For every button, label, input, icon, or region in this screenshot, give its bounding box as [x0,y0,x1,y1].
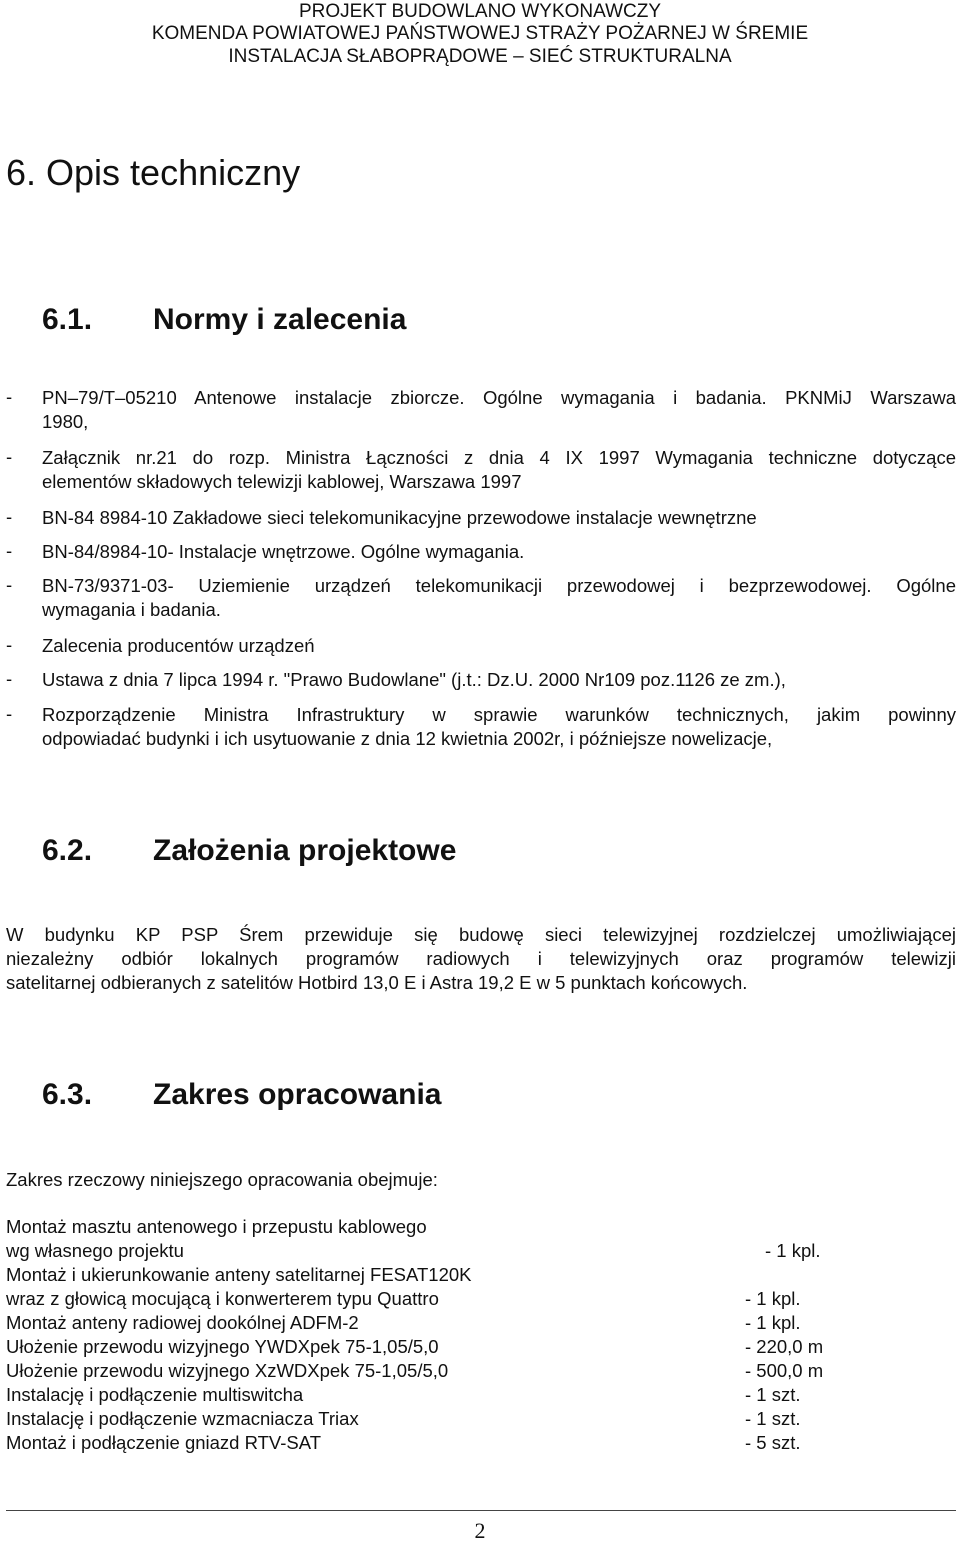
norm-item-line: Ustawa z dnia 7 lipca 1994 r. "Prawo Budowlane" (j.t.: Dz.U. 2000 Nr109 poz.1126 ze zm.), [42,669,786,690]
list-dash: - [6,634,13,655]
norm-item-line: Zalecenia producentów urządzeń [42,635,315,656]
norm-item-line: 1980, [42,411,89,432]
s61-title: Normy i zalecenia [153,303,407,336]
norm-item-line: wymagania i badania. [42,599,221,620]
s62-paragraph-line: niezależny odbiór lokalnych programów radiowych i telewizyjnych oraz programów telewizji [6,948,956,969]
norm-item-line: elementów składowych telewizji kablowej, Warszawa 1997 [42,471,522,492]
scope-item-text: wg własnego projektu [6,1240,184,1261]
norm-item-line: Załącznik nr.21 do rozp. Ministra Łączności z dnia 4 IX 1997 Wymagania techniczne dotyczące [42,447,956,468]
norm-item-line: BN-73/9371-03- Uziemienie urządzeń telekomunikacji przewodowej i bezprzewodowej. Ogólne [42,575,956,596]
norm-item-line: BN-84/8984-10- Instalacje wnętrzowe. Ogólne wymagania. [42,541,525,562]
page-number: 2 [474,1518,486,1543]
header-line-1: PROJEKT BUDOWLANO WYKONAWCZY [298,1,662,22]
s61-number: 6.1. [42,303,93,336]
scope-item-qty: - 5 szt. [745,1432,801,1453]
scope-item-qty: - 220,0 m [745,1336,824,1357]
s62-title: Założenia projektowe [153,834,457,867]
scope-item-qty: - 1 kpl. [745,1312,801,1333]
list-dash: - [6,668,13,689]
s63-title: Zakres opracowania [153,1078,442,1111]
scope-item-qty: - 500,0 m [745,1360,824,1381]
scope-item-text: Montaż i ukierunkowanie anteny satelitarnej FESAT120K [6,1264,472,1285]
list-dash: - [6,540,13,561]
scope-item-text: Montaż anteny radiowej dookólnej ADFM-2 [6,1312,359,1333]
list-dash: - [6,446,13,467]
scope-item-text: Instalację i podłączenie wzmacniacza Triax [6,1408,359,1429]
scope-item-qty: - 1 kpl. [745,1288,801,1309]
scope-item-text: Ułożenie przewodu wizyjnego XzWDXpek 75-1,05/5,0 [6,1360,449,1381]
scope-item-text: Montaż i podłączenie gniazd RTV-SAT [6,1432,322,1453]
list-dash: - [6,703,13,724]
norm-item-line: BN-84 8984-10 Zakładowe sieci telekomunikacyjne przewodowe instalacje wewnętrzne [42,507,757,528]
header-line-2: KOMENDA POWIATOWEJ PAŃSTWOWEJ STRAŻY POŻARNEJ W ŚREMIE [151,23,809,44]
norm-item-line: PN–79/T–05210 Antenowe instalacje zbiorcze. Ogólne wymagania i badania. PKNMiJ Warszawa [42,387,956,408]
list-dash: - [6,574,13,595]
scope-item-qty: - 1 kpl. [765,1240,821,1261]
s63-number: 6.3. [42,1078,93,1111]
scope-item-text: Instalację i podłączenie multiswitcha [6,1384,304,1405]
scope-item-text: Montaż masztu antenowego i przepustu kablowego [6,1216,427,1237]
list-dash: - [6,506,13,527]
scope-item-qty: - 1 szt. [745,1408,801,1429]
scope-item-text: Ułożenie przewodu wizyjnego YWDXpek 75-1,05/5,0 [6,1336,439,1357]
section-title: 6. Opis techniczny [6,152,301,193]
s62-paragraph-line: satelitarnej odbieranych z satelitów Hotbird 13,0 E i Astra 19,2 E w 5 punktach końcowych. [6,972,748,993]
footer-rule [6,1510,956,1511]
header-line-3: INSTALACJA SŁABOPRĄDOWE – SIEĆ STRUKTURALNA [228,46,732,67]
s63-intro: Zakres rzeczowy niniejszego opracowania obejmuje: [6,1169,438,1190]
list-dash: - [6,386,13,407]
scope-item-qty: - 1 szt. [745,1384,801,1405]
s62-number: 6.2. [42,834,93,867]
s62-paragraph-line: W budynku KP PSP Śrem przewiduje się budowę sieci telewizyjnej rozdzielczej umożliwiającej [6,924,956,945]
norm-item-line: Rozporządzenie Ministra Infrastruktury w sprawie warunków technicznych, jakim powinny [42,704,956,725]
norm-item-line: odpowiadać budynki i ich usytuowanie z dnia 12 kwietnia 2002r, i późniejsze nowelizacje, [42,728,773,749]
scope-item-text: wraz z głowicą mocującą i konwerterem typu Quattro [6,1288,439,1309]
